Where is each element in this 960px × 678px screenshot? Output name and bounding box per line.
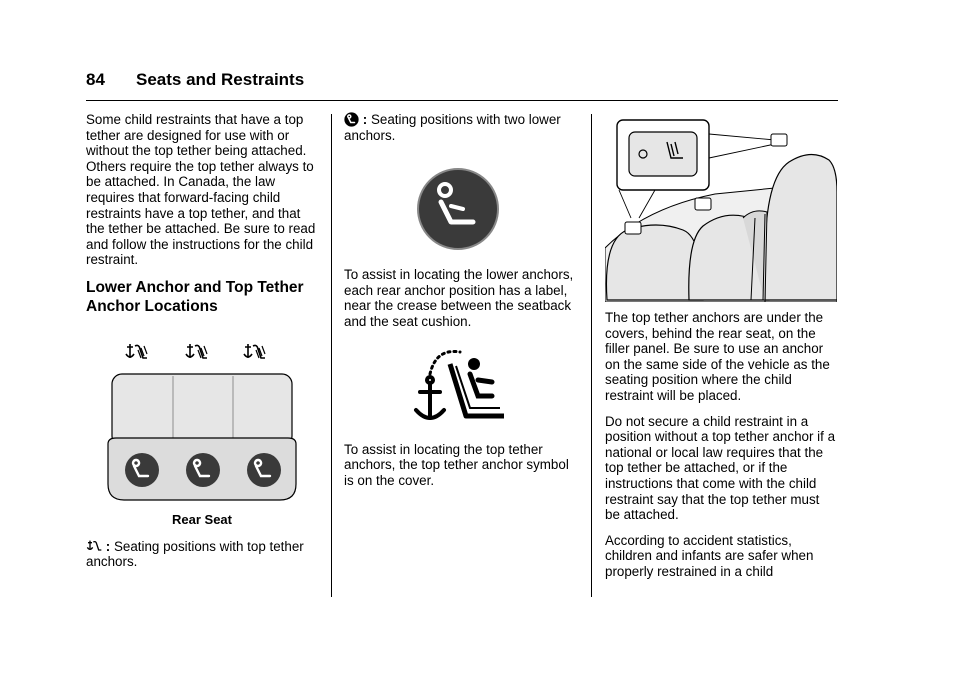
- legend-lower-anchor: [344, 112, 576, 143]
- lower-anchor-label-figure: [344, 161, 576, 257]
- legend-text: Seating positions with top tether anchors.: [86, 538, 304, 570]
- section-title: Seats and Restraints: [136, 70, 305, 89]
- lower-anchor-icon: [247, 453, 281, 487]
- paragraph-tether-symbol: To assist in locating the top tether anchors, the top tether anchor symbol is on the cover.: [344, 441, 569, 488]
- legend-text: Seating positions with two lower anchors.: [344, 112, 561, 143]
- top-tether-anchor-icon: [86, 538, 102, 554]
- column-divider: [591, 114, 592, 597]
- legend-colon: :: [105, 538, 111, 554]
- lower-anchor-icon: [186, 453, 220, 487]
- paragraph-tether-intro: Some child restraints that have a top tether are designed for use with or without the top tether being attached. Others require the top tether always to be attached. In Canada, the law requires that forward-facing child restraints have a top tether, and that the tether be attached. Be sure to read and follow the instructions for the child restraint.: [86, 112, 316, 268]
- column-divider: [331, 114, 332, 597]
- paragraph-lower-anchor-label: To assist in locating the lower anchors, each rear anchor position has a label, near the crease between the seatback and the seat cushion.: [344, 267, 574, 329]
- page-number: 84: [86, 70, 105, 89]
- paragraph-tether-warning: Do not secure a child restraint in a position without a top tether anchor if a national or local law requires that the top tether be attached, or if the instructions that come with the child restraint say that the top tether must be attached.: [605, 413, 836, 523]
- paragraph-accident-statistics: According to accident statistics, children and infants are safer when properly restrained in a child: [605, 532, 814, 579]
- legend-top-tether: [86, 538, 318, 570]
- figure-caption: Rear Seat: [172, 511, 232, 527]
- top-tether-symbol-figure: [344, 344, 576, 432]
- lower-anchor-icon: [344, 112, 359, 127]
- column-left: [86, 112, 318, 580]
- lower-anchor-icon: [125, 453, 159, 487]
- column-middle: [344, 112, 576, 498]
- top-tether-anchor-icon: [186, 344, 207, 358]
- rear-filler-panel-figure: [605, 118, 837, 302]
- column-right: [605, 112, 837, 590]
- rear-seat-figure: [86, 336, 318, 506]
- paragraph-tether-location: The top tether anchors are under the covers, behind the rear seat, on the filler panel. Be sure to use an anchor on the same side of the vehicle as the seating position where the child restraint will be placed.: [605, 310, 830, 403]
- subheading-anchor-locations: Lower Anchor and Top Tether Anchor Locations: [86, 278, 304, 315]
- top-tether-anchor-icon: [244, 344, 265, 358]
- top-tether-anchor-icon: [126, 344, 147, 358]
- legend-colon: :: [362, 112, 368, 127]
- seatback: [112, 374, 292, 446]
- page-header: [86, 70, 838, 101]
